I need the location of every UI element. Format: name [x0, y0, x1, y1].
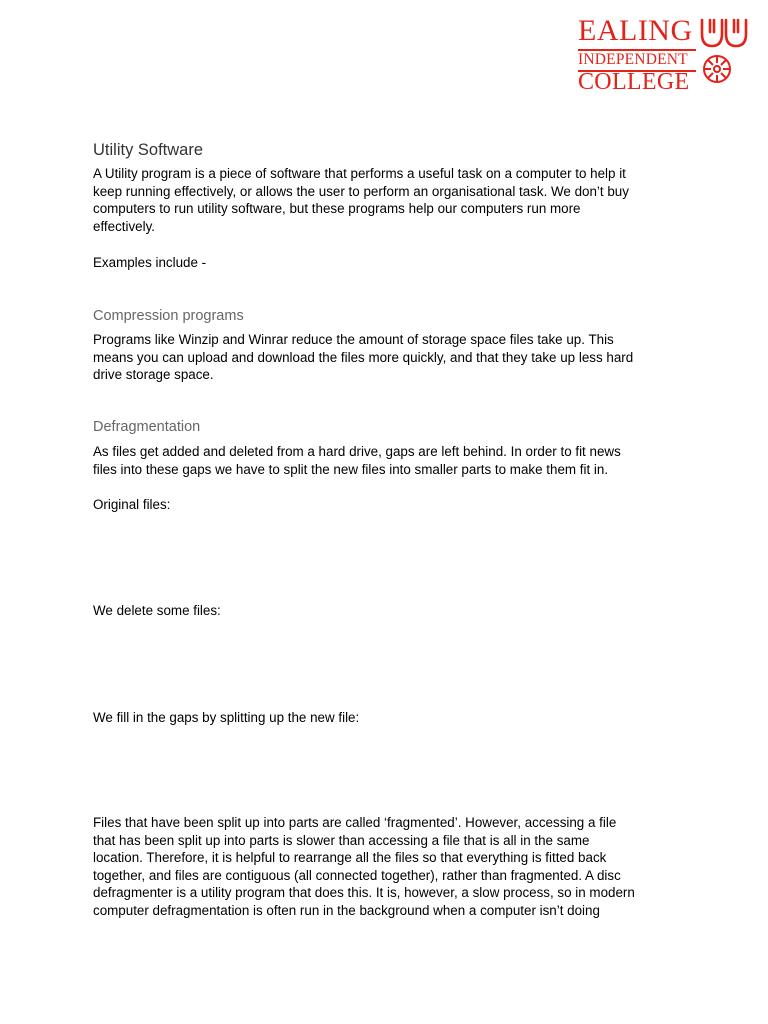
- defrag-paragraph: [93, 443, 683, 478]
- logo-emblem-icon: [576, 14, 752, 94]
- page-title: Utility Software: [93, 141, 204, 159]
- defrag-heading: Defragmentation: [93, 419, 201, 435]
- examples-text: [93, 254, 683, 272]
- original-files-label: [93, 496, 683, 514]
- examples-line: Examples include -: [93, 255, 207, 270]
- college-logo: [576, 14, 752, 94]
- delete-files-line: We delete some files:: [93, 603, 221, 618]
- conclusion-line: computer defragmentation is often run in the background when a computer isn’t doing: [93, 902, 600, 918]
- conclusion-line: together, and files are contiguous (all connected together), rather than fragmented. A disc: [93, 867, 621, 883]
- intro-paragraph: [93, 165, 683, 235]
- conclusion-paragraph: [93, 814, 683, 920]
- fill-gaps-label: [93, 709, 683, 727]
- compression-line: means you can upload and download the files more quickly, and that they take up less hard: [93, 349, 634, 365]
- intro-line: computers to run utility software, but these programs help our computers run more: [93, 201, 581, 217]
- compression-line: Programs like Winzip and Winrar reduce the amount of storage space files take up. This: [93, 332, 614, 347]
- conclusion-line: location. Therefore, it is helpful to rearrange all the files so that everything is fitted back: [93, 850, 607, 866]
- intro-line: A Utility program is a piece of software that performs a useful task on a computer to help it: [93, 166, 626, 181]
- defrag-line: files into these gaps we have to split the new files into smaller parts to make them fit in.: [93, 461, 609, 477]
- logo-line-ealing: EALING: [578, 14, 693, 47]
- original-files-line: Original files:: [93, 497, 171, 512]
- conclusion-line: Files that have been split up into parts are called ‘fragmented’. However, accessing a file: [93, 815, 617, 830]
- logo-line-independent: INDEPENDENT: [578, 51, 688, 68]
- compression-paragraph: [93, 331, 683, 384]
- delete-files-label: [93, 602, 683, 620]
- conclusion-line: defragmenter is a utility program that does this. It is, however, a slow process, so in modern: [93, 885, 635, 901]
- compression-line: drive storage space.: [93, 367, 214, 383]
- defrag-line: As files get added and deleted from a hard drive, gaps are left behind. In order to fit news: [93, 444, 621, 459]
- compression-heading: Compression programs: [93, 308, 244, 324]
- intro-line: effectively.: [93, 218, 156, 234]
- fill-gaps-line: We fill in the gaps by splitting up the new file:: [93, 710, 360, 725]
- conclusion-line: that has been split up into parts is slower than accessing a file that is all in the same: [93, 832, 590, 848]
- logo-line-college: COLLEGE: [578, 69, 690, 95]
- intro-line: keep running effectively, or allows the user to perform an organisational task. We don’t buy: [93, 183, 629, 199]
